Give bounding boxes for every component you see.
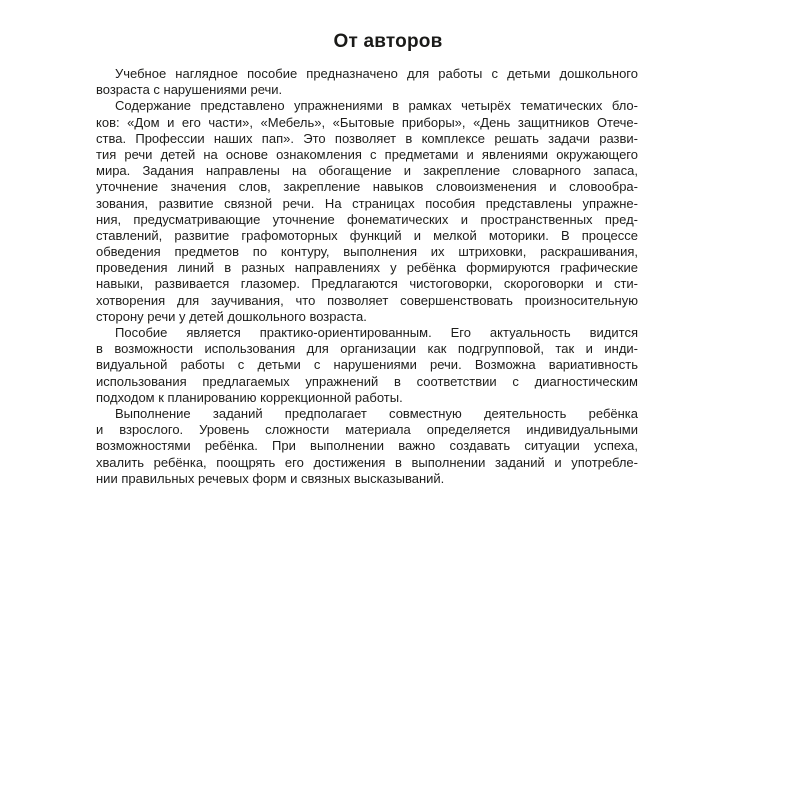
text-line: нии правильных речевых форм и связных высказываний. — [96, 470, 445, 486]
text-line: хотворения для заучивания, что позволяет совершенствовать произносительную — [96, 292, 638, 308]
text-line: в возможности использования для организации как подгрупповой, так и инди- — [96, 341, 638, 357]
text-line: возраста с нарушениями речи. — [96, 82, 283, 98]
text-line: Выполнение заданий предполагает совместную деятельность ребёнка — [115, 405, 638, 421]
text-line: использования предлагаемых упражнений в соответствии с диагностическим — [96, 373, 638, 389]
text-line: проведения линий в разных направлениях у ребёнка формируются графические — [96, 260, 638, 276]
text-line: Учебное наглядное пособие предназначено для работы с детьми дошкольного — [115, 66, 638, 81]
paragraph — [96, 325, 638, 406]
text-line: и взрослого. Уровень сложности материала определяется индивидуальными — [96, 422, 638, 438]
text-line: тия речи детей на основе ознакомления с предметами и явлениями окружающего — [96, 146, 638, 162]
text-line: мира. Задания направлены на обогащение и закрепление словарного запаса, — [96, 163, 638, 179]
text-line: обведения предметов по контуру, выполнения их штриховки, раскрашивания, — [96, 244, 638, 260]
text-line: хвалить ребёнка, поощрять его достижения в выполнении заданий и употребле- — [96, 454, 638, 470]
paragraph — [96, 66, 638, 98]
body-text — [96, 66, 638, 487]
text-line: Содержание представлено упражнениями в рамках четырёх тематических бло- — [115, 98, 638, 114]
text-line: ства. Профессии наших пап». Это позволяет в комплексе решать задачи разви- — [96, 130, 638, 146]
text-line: возможностями ребёнка. При выполнении важно создавать ситуации успеха, — [96, 438, 638, 454]
text-line: навыки, развивается глазомер. Предлагаются чистоговорки, скороговорки и сти- — [96, 276, 638, 292]
text-line: подходом к планированию коррекционной работы. — [96, 389, 403, 405]
text-line: видуальной работы с детьми с нарушениями речи. Возможна вариативность — [96, 357, 638, 373]
text-line: ков: «Дом и его части», «Мебель», «Бытовые приборы», «День защитников Отече- — [96, 114, 638, 130]
text-line: ния, предусматривающие уточнение фонематических и пространственных пред- — [96, 211, 638, 227]
text-line: зования, развитие связной речи. На страницах пособия представлены упражне- — [96, 195, 638, 211]
text-line: ставлений, развитие графомоторных функций и мелкой моторики. В процессе — [96, 227, 638, 243]
text-line: уточнение значения слов, закрепление навыков словоизменения и словообра- — [96, 179, 638, 195]
paragraph — [96, 98, 638, 325]
text-line: Пособие является практико-ориентированным. Его актуальность видится — [115, 325, 638, 340]
paragraph — [96, 406, 638, 487]
text-line: сторону речи у детей дошкольного возраста. — [96, 308, 367, 324]
page-title: От авторов — [333, 31, 443, 52]
